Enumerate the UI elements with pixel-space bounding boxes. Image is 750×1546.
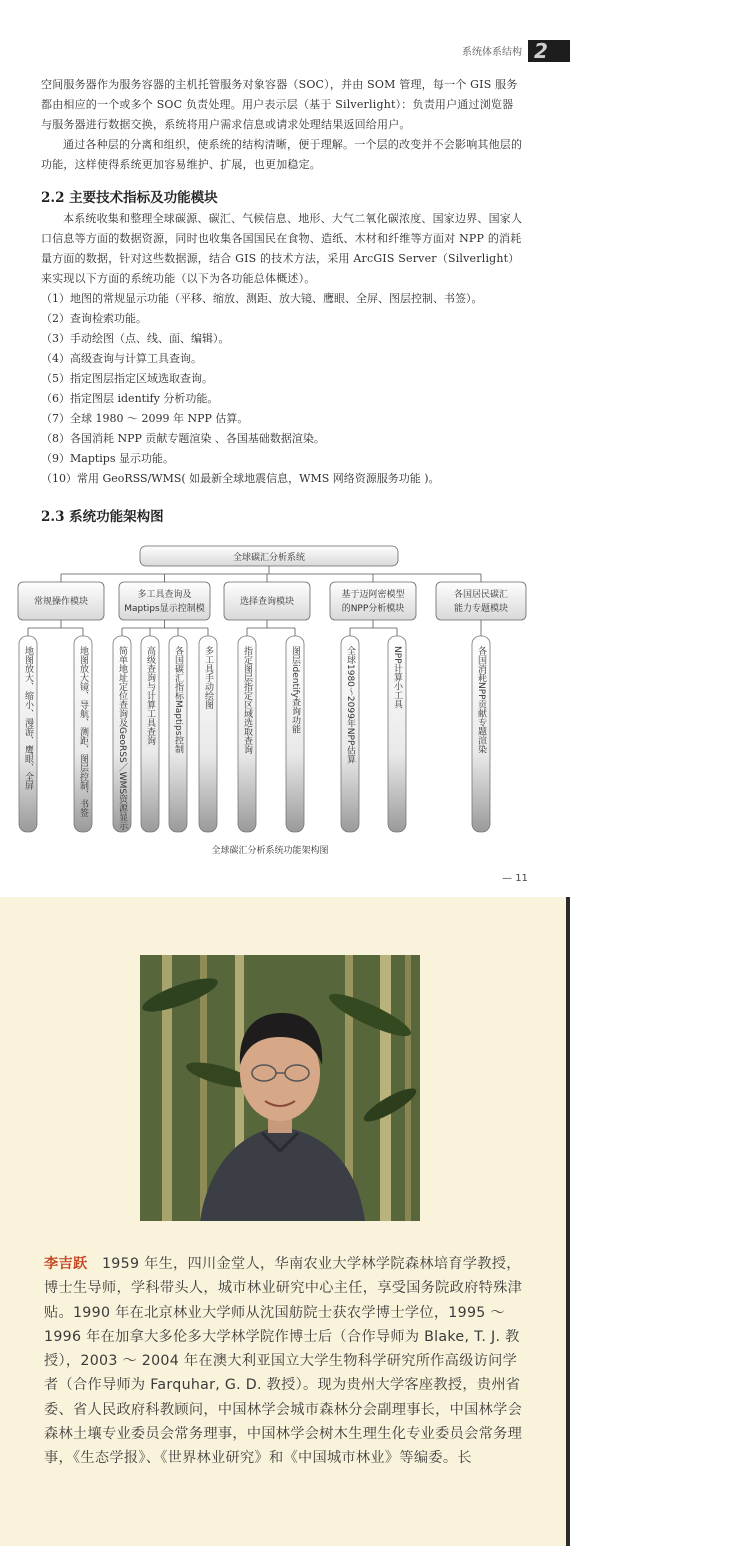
diagram-module-box bbox=[436, 582, 526, 620]
diagram-module-label: 选择查询模块 bbox=[239, 597, 295, 607]
section-2-2-heading: 2.2 主要技术指标及功能模块 bbox=[41, 190, 218, 206]
diagram-leaf-label: 简单地址定位查询及GeoRSS／WMS资源显示 bbox=[117, 646, 127, 831]
chapter-badge: 2 bbox=[528, 40, 570, 62]
book-page-11 bbox=[0, 0, 570, 895]
diagram-leaf-label: 高级查询与计算工具查询 bbox=[145, 646, 155, 745]
book-page-author bbox=[0, 897, 570, 1546]
diagram-leaf-label: 多工具手动绘图 bbox=[203, 646, 213, 709]
list-item: （9）Maptips 显示功能。 bbox=[41, 452, 174, 465]
page-edge bbox=[566, 897, 570, 1546]
list-item: （7）全球 1980 ～ 2099 年 NPP 估算。 bbox=[41, 412, 249, 425]
list-item: （10）常用 GeoRSS/WMS( 如最新全球地震信息，WMS 网络资源服务功能 )。 bbox=[41, 472, 440, 485]
diagram-module-box bbox=[330, 582, 416, 620]
diagram-leaf-label: 图层identify查询功能 bbox=[290, 646, 300, 734]
paragraph-1: 空间服务器作为服务容器的主机托管服务对象容器（SOC），并由 SOM 管理，每一个 GIS 服务都由相应的一个或多个 SOC 负责处理。用户表示层（基于 Silverlight）：负责用户通过浏览器与服务器进行数据交换，系统将用户需求信息或请求处理结果返回给用户。 bbox=[41, 78, 518, 131]
list-item: （2）查询检索功能。 bbox=[41, 312, 147, 325]
diagram-leaf-label: 全球1980～2099年NPP估算 bbox=[345, 646, 355, 764]
author-bio bbox=[44, 1252, 524, 1471]
paragraph-2: 通过各种层的分离和组织，使系统的结构清晰，便于理解。一个层的改变并不会影响其他层的功能，这样使得系统更加容易维护、扩展，也更加稳定。 bbox=[41, 138, 523, 171]
diagram-leaf-label: 地图放大、缩小、漫游、鹰眼、全屏 bbox=[23, 646, 33, 790]
list-item: （4）高级查询与计算工具查询。 bbox=[41, 352, 202, 365]
running-head: 系统体系结构 bbox=[462, 47, 522, 58]
diagram-leaf-label: NPP计算小工具 bbox=[392, 646, 402, 709]
diagram-leaf-label: 各国碳汇指标Maptips控制 bbox=[173, 646, 183, 754]
list-item: （5）指定图层指定区域选取查询。 bbox=[41, 372, 213, 385]
page-number: — 11 bbox=[502, 873, 528, 884]
section-2-3-heading: 2.3 系统功能架构图 bbox=[41, 509, 164, 525]
diagram-module-label: 常规操作模块 bbox=[33, 597, 89, 607]
list-item: （8）各国消耗 NPP 贡献专题渲染 、各国基础数据渲染。 bbox=[41, 432, 325, 445]
diagram-leaf-label: 各国消耗NPP贡献专题渲染 bbox=[476, 646, 486, 754]
diagram-module-label: 各国居民碳汇 bbox=[453, 590, 509, 600]
figure-caption: 全球碳汇分析系统功能架构图 bbox=[211, 846, 329, 856]
list-item: （1）地图的常规显示功能（平移、缩放、测距、放大镜、鹰眼、全屏、图层控制、书签）。 bbox=[41, 292, 483, 305]
diagram-module-box bbox=[119, 582, 210, 620]
diagram-module-label: 的NPP分析模块 bbox=[341, 604, 405, 614]
diagram-module-label: 多工具查询及 bbox=[137, 590, 192, 600]
list-item: （3）手动绘图（点、线、面、编辑）。 bbox=[41, 332, 230, 345]
diagram-leaf-label: 地图放大镜、导航、测距、图层控制、书签 bbox=[78, 646, 88, 817]
author-photo bbox=[140, 955, 420, 1221]
diagram-module-label: 基于迈阿密模型 bbox=[341, 590, 405, 600]
diagram-module-label: 能力专题模块 bbox=[453, 604, 509, 614]
paragraph-3: 本系统收集和整理全球碳源、碳汇、气候信息、地形、大气二氧化碳浓度、国家边界、国家人口信息等方面的数据资源，同时也收集各国国民在食物、造纸、木材和纤维等方面对 NPP 的消耗量方面的数据，针对这些数据源，结合 GIS 的技术方法，采用 ArcGIS Server（Silverlight）来实现以下方面的系统功能（以下为各功能总体概述）。 bbox=[41, 212, 523, 285]
diagram-leaf-label: 指定图层指定区域选取查询 bbox=[242, 646, 252, 754]
diagram-module-label: Maptips显示控制模 bbox=[124, 604, 205, 614]
author-bio-text: 1959 年生，四川金堂人，华南农业大学林学院森林培育学教授，博士生导师，学科带头人，城市林业研究中心主任，享受国务院政府特殊津贴。1990 年在北京林业大学师从沈国舫院士获农学博士学位，1995 ～ 1996 年在加拿大多伦多大学林学院作博士后（合作导师为 Blake, T. J. 教授），2003 ～ 2004 年在澳大利亚国立大学生物科学研究所作高级访问学者（合作导师为 Farquhar, G. D. 教授）。现为贵州大学客座教授，贵州省委、省人民政府科教顾问，中国林学会城市森林分会副理事长，中国林学会森林土壤专业委员会常务理事，中国林学会树木生理生化专业委员会常务理事，《生态学报》、《世界林业研究》和《中国城市林业》等编委。长 bbox=[44, 1256, 523, 1467]
function-list bbox=[41, 289, 541, 489]
function-architecture-diagram bbox=[14, 540, 532, 840]
list-item: （6）指定图层 identify 分析功能。 bbox=[41, 392, 219, 405]
author-name: 李吉跃 bbox=[44, 1256, 88, 1272]
diagram-root-label: 全球碳汇分析系统 bbox=[232, 553, 306, 563]
